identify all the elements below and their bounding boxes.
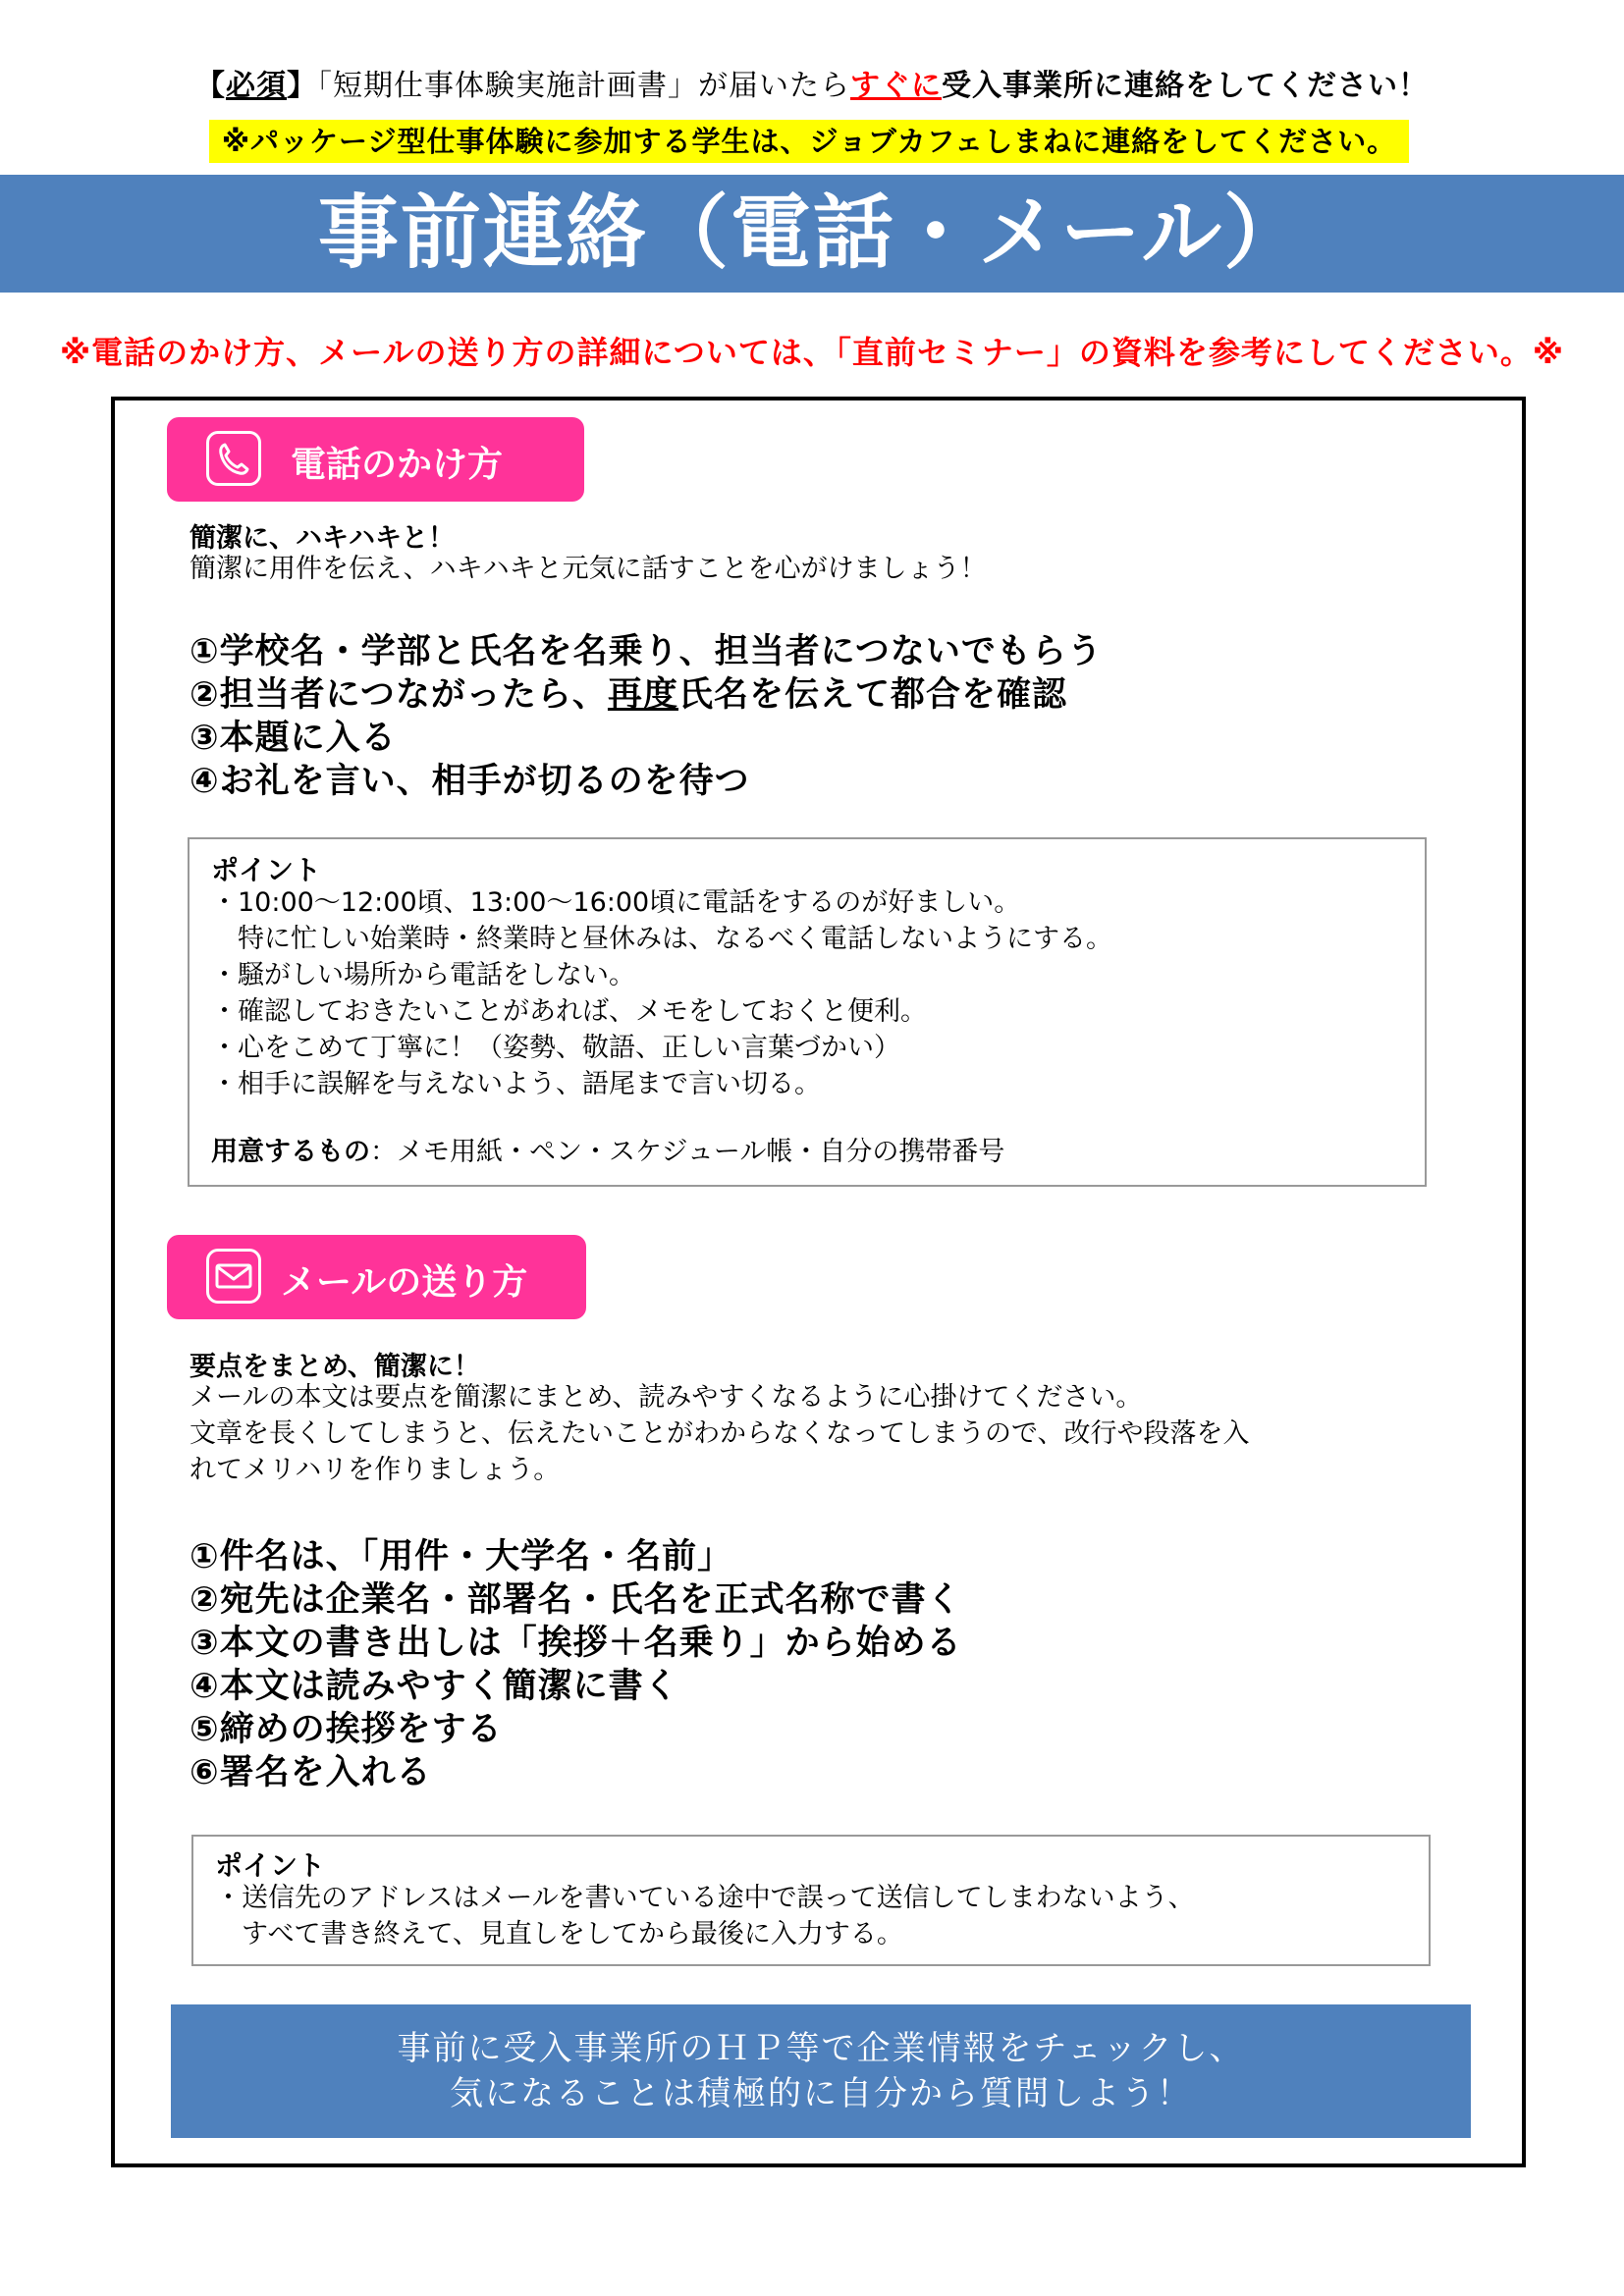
prep-label: 用意するもの: [211, 1137, 370, 1167]
title-banner: [0, 175, 1624, 293]
phone-step-underlined: 再度: [607, 675, 678, 715]
package-notice: ※パッケージ型仕事体験に参加する学生は、ジョブカフェしまねに連絡をしてください。: [209, 120, 1409, 163]
phone-step: ③本題に入る: [189, 719, 397, 758]
mail-point-list: [215, 1880, 1195, 1952]
mail-step: ⑤締めの挨拶をする: [189, 1710, 503, 1749]
phone-step: ②担当者につながったら、再度氏名を伝えて都合を確認: [189, 675, 1067, 715]
point-item: すべて書き終えて、見直しをしてから最後に入力する。: [215, 1919, 903, 1949]
phone-lead: 簡潔に、ハキハキと！: [189, 523, 455, 554]
prep-line: [211, 1134, 1004, 1170]
phone-desc: 簡潔に用件を伝え、ハキハキと元気に話すことを心がけましょう！: [189, 554, 987, 584]
point-item: ・10:00～12:00頃、13:00～16:00頃に電話をするのが好ましい。: [211, 887, 1021, 918]
must-open: 【: [195, 69, 226, 103]
required-notice: [0, 61, 1624, 104]
point-item: ・相手に誤解を与えないよう、語尾まで言い切る。: [211, 1069, 821, 1099]
must-close: 】: [287, 69, 317, 103]
mail-step: ③本文の書き出しは「挨拶＋名乗り」から始める: [189, 1624, 962, 1663]
mail-steps: [189, 1535, 1466, 1794]
mail-step: ②宛先は企業名・部署名・氏名を正式名称で書く: [189, 1580, 962, 1620]
mail-step: ⑥署名を入れる: [189, 1753, 432, 1792]
mail-lead: 要点をまとめ、簡潔に！: [189, 1352, 480, 1382]
phone-step: ①学校名・学部と氏名を名乗り、担当者につないでもらう: [189, 632, 1103, 671]
closing-line: 事前に受入事業所のＨＰ等で企業情報をチェックし、: [397, 2029, 1245, 2068]
point-item: ・送信先のアドレスはメールを書いている途中で誤って送信してしまわないよう、: [215, 1883, 1195, 1913]
phone-step: ④お礼を言い、相手が切るのを待つ: [189, 762, 750, 801]
mail-section-header: [167, 1235, 586, 1319]
seminar-notice: ※電話のかけ方、メールの送り方の詳細については、「直前セミナー」の資料を参考にしてください。※: [60, 334, 1564, 371]
point-item: ・確認しておきたいことがあれば、メモをしておくと便利。: [211, 996, 927, 1027]
mail-step: ④本文は読みやすく簡潔に書く: [189, 1667, 679, 1706]
mail-point-title: ポイント: [215, 1849, 326, 1882]
closing-line: 気になることは積極的に自分から質問しよう！: [450, 2074, 1192, 2113]
mail-icon: [206, 1249, 261, 1304]
mail-point-box: [191, 1835, 1431, 1966]
mail-desc-line: れてメリハリを作りましょう。: [189, 1455, 561, 1485]
phone-steps: [189, 630, 1466, 803]
point-item: 特に忙しい始業時・終業時と昼休みは、なるべく電話しないようにする。: [211, 924, 1112, 954]
prep-value: ：メモ用紙・ペン・スケジュール帳・自分の携帯番号: [370, 1137, 1005, 1167]
notice-part-b: 受入事業所に連絡をしてください！: [942, 69, 1429, 103]
point-item: ・心をこめて丁寧に！（姿勢、敬語、正しい言葉づかい）: [211, 1033, 900, 1063]
closing-message: [171, 2004, 1471, 2138]
notice-emphasis: すぐに: [850, 69, 942, 103]
phone-section-label: 電話のかけ方: [291, 445, 504, 485]
phone-point-list: [211, 884, 1112, 1102]
mail-section-label: メールの送り方: [281, 1262, 528, 1303]
phone-icon: [206, 431, 261, 486]
mail-desc-line: メールの本文は要点を簡潔にまとめ、読みやすくなるように心掛けてください。: [189, 1382, 1143, 1413]
phone-point-box: [188, 837, 1427, 1187]
point-item: ・騒がしい場所から電話をしない。: [211, 960, 635, 990]
phone-section-header: [167, 417, 584, 502]
must-label: 必須: [226, 69, 287, 103]
mail-step: ①件名は、「用件・大学名・名前」: [189, 1537, 733, 1576]
mail-desc-line: 文章を長くしてしまうと、伝えたいことがわからなくなってしまうので、改行や段落を入: [189, 1418, 1250, 1449]
notice-part-a: 「短期仕事体験実施計画書」が届いたら: [317, 69, 850, 103]
mail-desc: [189, 1379, 1427, 1488]
page-title: 事前連絡（電話・メール）: [317, 187, 1307, 280]
phone-point-title: ポイント: [211, 854, 322, 886]
